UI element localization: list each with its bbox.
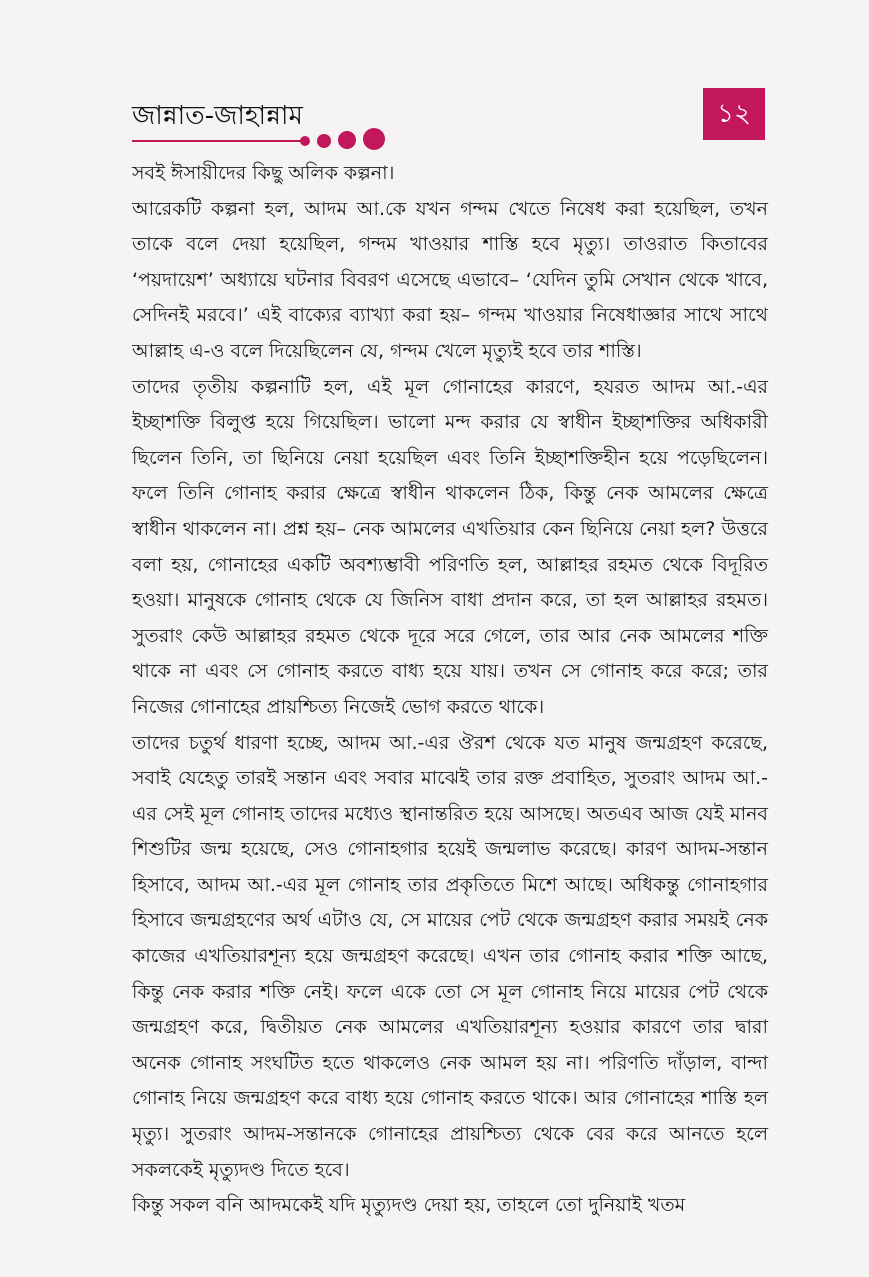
- dot-icon: [363, 128, 385, 150]
- paragraph: তাদের চতুর্থ ধারণা হচ্ছে, আদম আ.-এর ঔরশ থেকে যত মানুষ জন্মগ্রহণ করেছে, সবাই যেহেতু তারই সন্তান এবং সবার মাঝেই তার রক্ত প্রবাহিত, সুতরাং আদম আ.-এর সেই মূল গোনাহ তাদের মধ্যেও স্থানান্তরিত হয়ে আসছে। অতএব আজ যেই মানব শিশুটির জন্ম হয়েছে, সেও গোনাহগার হয়েই জন্মলাভ করেছে। কারণ আদম-সন্তান হিসাবে, আদম আ.-এর মূল গোনাহ তার প্রকৃতিতে মিশে আছে। অধিকন্তু গোনাহগার হিসাবে জন্মগ্রহণের অর্থ এটাও যে, সে মায়ের পেট থেকে জন্মগ্রহণ করার সময়ই নেক কাজের এখতিয়ারশূন্য হয়ে জন্মগ্রহণ করেছে। এখন তার গোনাহ করার শক্তি আছে, কিন্তু নেক করার শক্তি নেই। ফলে একে তো সে মূল গোনাহ নিয়ে মায়ের পেট থেকে জন্মগ্রহণ করে, দ্বিতীয়ত নেক আমলের এখতিয়ারশূন্য হওয়ার কারণে তার দ্বারা অনেক গোনাহ সংঘটিত হতে থাকলেও নেক আমল হয় না। পরিণতি দাঁড়াল, বান্দা গোনাহ নিয়ে জন্মগ্রহণ করে বাধ্য হয়ে গোনাহ করতে থাকে। আর গোনাহের শাস্তি হল মৃত্যু। সুতরাং আদম-সন্তানকে গোনাহের প্রায়শ্চিত্য থেকে বের করে আনতে হলে সকলকেই মৃত্যুদণ্ড দিতে হবে।: [132, 731, 768, 1181]
- paragraph: আরেকটি কল্পনা হল, আদম আ.কে যখন গন্দম খেতে নিষেধ করা হয়েছিল, তখন তাকে বলে দেয়া হয়েছিল, গন্দম খাওয়ার শাস্তি হবে মৃত্যু। তাওরাত কিতাবের ‘পয়দায়েশ’ অধ্যায়ে ঘটনার বিবরণ এসেছে এভাবে– ‘যেদিন তুমি সেখান থেকে খাবে, সেদিনই মরবে।’ এই বাক্যের ব্যাখ্যা করা হয়– গন্দম খাওয়ার নিষেধাজ্ঞার সাথে সাথে আল্লাহ এ-ও বলে দিয়েছিলেন যে, গন্দম খেলে মৃত্যুই হবে তার শাস্তি।: [132, 197, 768, 362]
- header-underline: [132, 140, 302, 142]
- dot-icon: [317, 134, 331, 148]
- paragraph: কিন্তু সকল বনি আদমকেই যদি মৃত্যুদণ্ড দেয়া হয়, তাহলে তো দুনিয়াই খতম: [132, 1194, 686, 1217]
- book-title: জান্নাত-জাহান্নাম: [132, 101, 303, 131]
- page-number: ১২: [703, 88, 765, 140]
- paragraph: সবই ঈসায়ীদের কিছু অলিক কল্পনা।: [132, 162, 395, 184]
- paragraph: তাদের তৃতীয় কল্পনাটি হল, এই মূল গোনাহের কারণে, হযরত আদম আ.-এর ইচ্ছাশক্তি বিলুপ্ত হয়ে গিয়েছিল। ভালো মন্দ করার যে স্বাধীন ইচ্ছাশক্তির অধিকারী ছিলেন তিনি, তা ছিনিয়ে নেয়া হয়েছিল এবং তিনি ইচ্ছাশক্তিহীন হয়ে পড়েছিলেন। ফলে তিনি গোনাহ করার ক্ষেত্রে স্বাধীন থাকলেন ঠিক, কিন্তু নেক আমলের ক্ষেত্রে স্বাধীন থাকলেন না। প্রশ্ন হয়– নেক আমলের এখতিয়ার কেন ছিনিয়ে নেয়া হল? উত্তরে বলা হয়, গোনাহের একটি অবশ্যম্ভাবী পরিণতি হল, আল্লাহর রহমত থেকে বিদূরিত হওয়া। মানুষকে গোনাহ থেকে যে জিনিস বাধা প্রদান করে, তা হল আল্লাহর রহমত। সুতরাং কেউ আল্লাহর রহমত থেকে দূরে সরে গেলে, তার আর নেক আমলের শক্তি থাকে না এবং সে গোনাহ করতে বাধ্য হয়ে যায়। তখন সে গোনাহ করে করে; তার নিজের গোনাহের প্রায়শ্চিত্য নিজেই ভোগ করতে থাকে।: [132, 375, 768, 718]
- dot-icon: [300, 136, 310, 146]
- dot-icon: [338, 131, 356, 149]
- page-body: [132, 156, 768, 1224]
